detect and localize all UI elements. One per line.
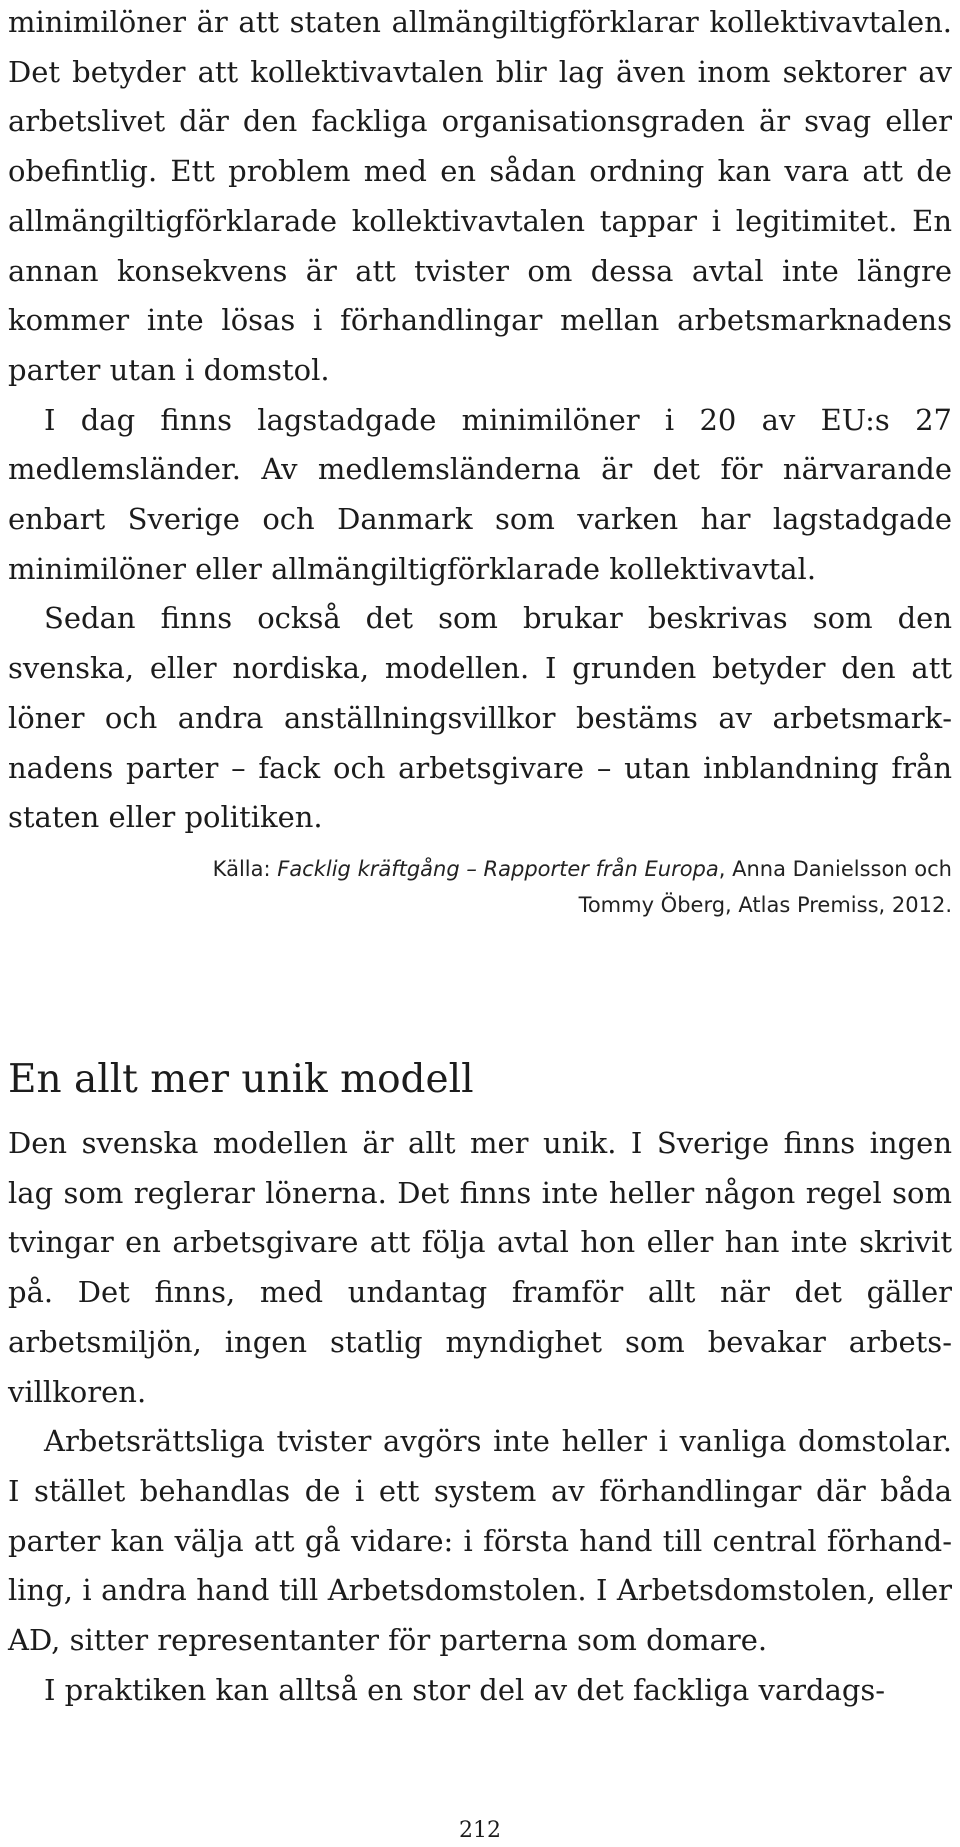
section-text-block xyxy=(8,1119,952,1715)
body-paragraph: Sedan finns också det som brukar beskrivas som den svenska, eller nordiska, modellen. I grunden betyder den att löner och andra anställningsvillkor bestäms av arbetsmarknadens parter – fack och arbetsgivare – utan inblandning från staten eller politiken. xyxy=(8,601,952,835)
source-title: Facklig kräftgång – Rapporter från Europa xyxy=(277,857,719,881)
source-citation xyxy=(8,851,952,923)
body-paragraph: I praktiken kan alltså en stor del av det fackliga vardags- xyxy=(44,1672,886,1707)
top-text-block xyxy=(8,0,952,843)
source-line-1 xyxy=(8,851,952,887)
body-paragraph: Arbetsrättsliga tvister avgörs inte heller i vanliga domstolar. I stället behandlas de i ett system av förhandlingar där båda parter kan välja att gå vidare: i första hand till central förhandling, i andra hand till Arbetsdomstolen. I Arbetsdomstolen, eller AD, sitter representanter för parterna som domare. xyxy=(8,1424,952,1658)
section-heading: En allt mer unik modell xyxy=(8,1057,474,1102)
page-number: 212 xyxy=(459,1818,501,1843)
source-authors: , Anna Danielsson och xyxy=(718,857,952,881)
source-line-2: Tommy Öberg, Atlas Premiss, 2012. xyxy=(578,893,952,917)
body-paragraph: minimilöner är att staten allmängiltigförklarar kollektivavtalen. Det betyder att kollektivavtalen blir lag även inom sektorer av arbetslivet där den fackliga organisationsgraden är svag eller obefintlig. Ett problem med en sådan ordning kan vara att de allmängiltigförklarade kollektivavtalen tappar i legitimitet. En annan konsekvens är att tvister om dessa avtal inte längre kommer inte lösas i förhandlingar mellan arbetsmarknadens parter utan i domstol. xyxy=(8,5,952,387)
source-prefix: Källa: xyxy=(212,857,278,881)
document-page xyxy=(8,0,952,1847)
body-paragraph: I dag finns lagstadgade minimilöner i 20 av EU:s 27 medlemsländer. Av medlemsländerna är det för närvarande enbart Sverige och Danmark som varken har lagstadgade minimilöner eller allmängiltigförklarade kollektivavtal. xyxy=(8,402,952,586)
body-paragraph: Den svenska modellen är allt mer unik. I Sverige finns ingen lag som reglerar lönerna. Det finns inte heller någon regel som tvingar en arbetsgivare att följa avtal hon eller han inte skrivit på. Det finns, med undantag framför allt när det gäller arbetsmiljön, ingen statlig myndighet som bevakar arbetsvillkoren. xyxy=(8,1126,952,1409)
